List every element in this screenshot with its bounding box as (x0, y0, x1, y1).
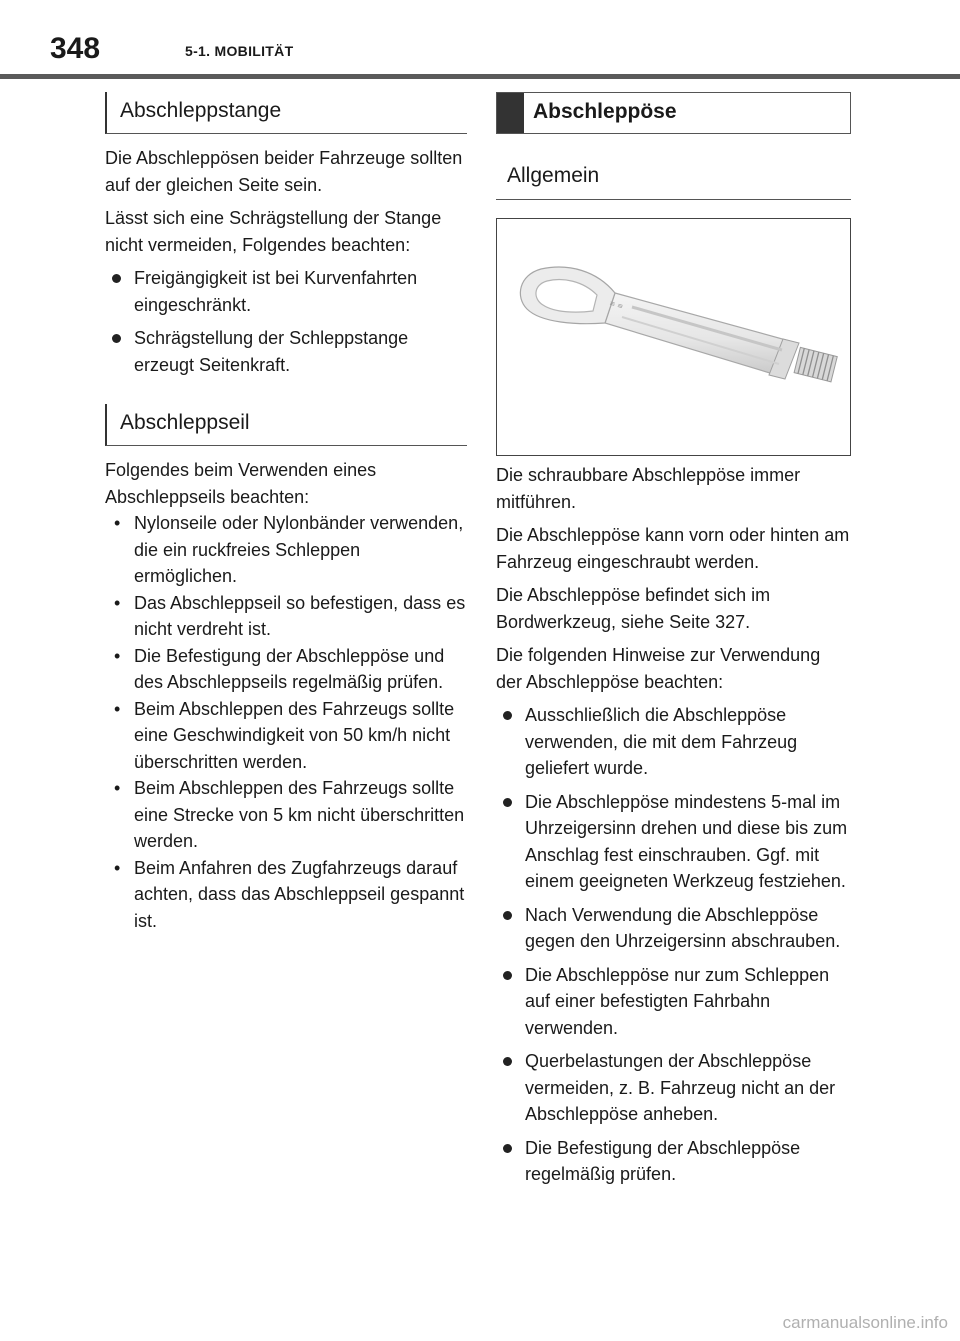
paragraph: Die folgenden Hinweise zur Verwendung der Abschleppöse beachten: (496, 645, 821, 692)
list-item: • Nylonseile oder Nylonbänder verwenden, die ein ruckfreies Schleppen ermöglichen. (105, 510, 467, 590)
heading-marker (497, 93, 524, 133)
list-item: Schrägstellung der Schleppstange erzeugt Seitenkraft. (105, 325, 467, 378)
list-item: Die Abschleppöse mindestens 5-mal im Uhrzeigersinn drehen und diese bis zum Anschlag fest einschrauben. Ggf. mit einem geeigneten Werkzeug festziehen. (496, 789, 851, 895)
paragraph: Die schraubbare Abschleppöse immer mitführen. (496, 465, 801, 512)
list-item: Nach Verwendung die Abschleppöse gegen den Uhrzeigersinn abschrauben. (496, 902, 851, 955)
paragraph: Die Abschleppösen beider Fahrzeuge sollten auf der gleichen Seite sein. (105, 148, 463, 195)
paragraph: Die Abschleppöse kann vorn oder hinten am Fahrzeug eingeschraubt werden. (496, 525, 850, 572)
heading-abschleppstange: Abschleppstange (105, 92, 467, 134)
list-item: Die Befestigung der Abschleppöse regelmäßig prüfen. (496, 1135, 851, 1188)
right-column (496, 92, 851, 1188)
list-item: Querbelastungen der Abschleppöse vermeiden, z. B. Fahrzeug nicht an der Abschleppöse anheben. (496, 1048, 851, 1128)
list-item: • Beim Anfahren des Zugfahrzeugs darauf achten, dass das Abschleppseil gespannt ist. (105, 855, 467, 935)
thread-icon (794, 347, 837, 381)
header-rule (0, 74, 960, 79)
list-item: Freigängigkeit ist bei Kurvenfahrten eingeschränkt. (105, 265, 467, 318)
left-column (105, 92, 467, 934)
heading-abschleppseil: Abschleppseil (105, 404, 467, 446)
bullet-list (105, 510, 467, 934)
heading-text: Abschleppöse (533, 100, 677, 123)
paragraph: Die Abschleppöse befindet sich im Bordwerkzeug, siehe Seite 327. (496, 585, 771, 632)
page-number: 348 (50, 32, 101, 65)
list-item: • Beim Abschleppen des Fahrzeugs sollte eine Geschwindigkeit von 50 km/h nicht überschritten werden. (105, 696, 467, 776)
bullet-list (496, 702, 851, 1188)
list-item: Ausschließlich die Abschleppöse verwenden, die mit dem Fahrzeug geliefert wurde. (496, 702, 851, 782)
list-item: Die Abschleppöse nur zum Schleppen auf einer befestigten Fahrbahn verwenden. (496, 962, 851, 1042)
bullet-list (105, 265, 467, 378)
paragraph: Lässt sich eine Schrägstellung der Stange nicht vermeiden, Folgendes beachten: (105, 208, 442, 255)
list-item: • Das Abschleppseil so befestigen, dass es nicht verdreht ist. (105, 590, 467, 643)
paragraph: Folgendes beim Verwenden eines Abschleppseils beachten: (105, 460, 377, 507)
tow-eye-icon (497, 219, 850, 455)
watermark: carmanualsonline.info (782, 1313, 948, 1332)
svg-text:≡ ≡: ≡ ≡ (608, 299, 625, 311)
section-label: 5-1. MOBILITÄT (185, 43, 294, 59)
list-item: • Beim Abschleppen des Fahrzeugs sollte eine Strecke von 5 km nicht überschritten werden. (105, 775, 467, 855)
tow-eye-figure (496, 218, 851, 456)
heading-abschleppoese (496, 92, 851, 134)
list-item: • Die Befestigung der Abschleppöse und des Abschleppseils regelmäßig prüfen. (105, 643, 467, 696)
subheading-allgemein: Allgemein (496, 156, 851, 200)
